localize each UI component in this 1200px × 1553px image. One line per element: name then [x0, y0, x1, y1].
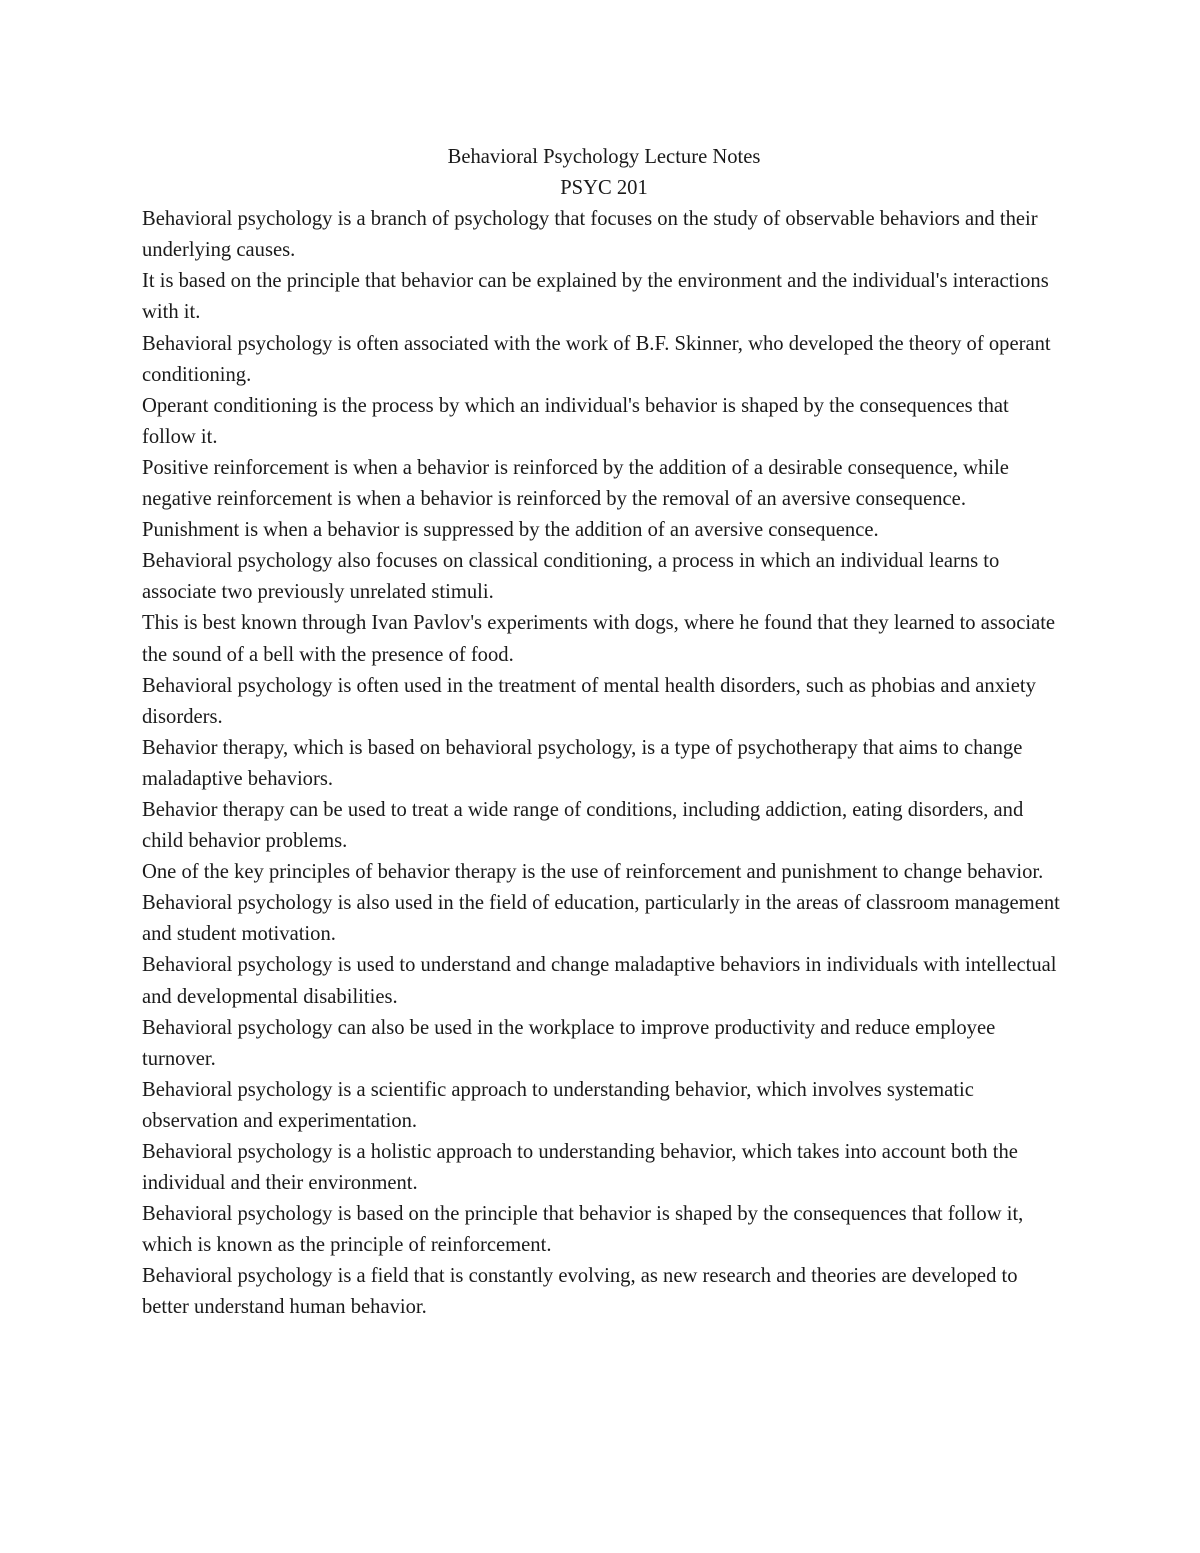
paragraph: Behavioral psychology is a holistic approach to understanding behavior, which takes into account both the individual and their environment. — [142, 1141, 1018, 1195]
paragraph: Behavioral psychology is often associated with the work of B.F. Skinner, who developed the theory of operant conditioning. — [142, 332, 1051, 386]
paragraph: Behavioral psychology can also be used in the workplace to improve productivity and reduce employee turnover. — [142, 1016, 996, 1070]
paragraph: Behavioral psychology is a scientific approach to understanding behavior, which involves systematic observation and experimentation. — [142, 1078, 974, 1132]
paragraph: Punishment is when a behavior is suppressed by the addition of an aversive consequence. — [142, 519, 879, 542]
document-body — [142, 142, 1066, 1324]
paragraph: Positive reinforcement is when a behavior is reinforced by the addition of a desirable consequence, while negative reinforcement is when a behavior is reinforced by the removal of an aversive consequence. — [142, 456, 1009, 511]
paragraph: This is best known through Ivan Pavlov's experiments with dogs, where he found that they learned to associate the sound of a bell with the presence of food. — [142, 612, 1056, 666]
paragraph: Behavior therapy, which is based on behavioral psychology, is a type of psychotherapy that aims to change maladaptive behaviors. — [142, 736, 1023, 790]
paragraph: Behavioral psychology is a field that is constantly evolving, as new research and theories are developed to better understand human behavior. — [142, 1265, 1018, 1319]
paragraph: Behavioral psychology is a branch of psychology that focuses on the study of observable behaviors and their underlying causes. — [142, 208, 1038, 262]
document-title: Behavioral Psychology Lecture Notes — [447, 146, 761, 168]
paragraph: Behavior therapy can be used to treat a wide range of conditions, including addiction, eating disorders, and child behavior problems. — [142, 798, 1024, 853]
paragraph: Behavioral psychology is often used in the treatment of mental health disorders, such as phobias and anxiety disorders. — [142, 674, 1036, 728]
paragraph: One of the key principles of behavior therapy is the use of reinforcement and punishment to change behavior. — [142, 861, 1044, 884]
paragraph: Behavioral psychology is used to understand and change maladaptive behaviors in individuals with intellectual and developmental disabilities. — [142, 954, 1057, 1008]
course-code: PSYC 201 — [560, 177, 648, 200]
paragraph: Operant conditioning is the process by which an individual's behavior is shaped by the consequences that follow it. — [142, 394, 1009, 448]
paragraph: Behavioral psychology is based on the principle that behavior is shaped by the consequences that follow it, which is known as the principle of reinforcement. — [142, 1203, 1024, 1257]
paragraph: It is based on the principle that behavior can be explained by the environment and the individual's interactions with it. — [142, 270, 1049, 324]
paragraph: Behavioral psychology is also used in the field of education, particularly in the areas of classroom management and student motivation. — [142, 892, 1060, 946]
paragraph: Behavioral psychology also focuses on classical conditioning, a process in which an individual learns to associate two previously unrelated stimuli. — [142, 550, 1000, 604]
